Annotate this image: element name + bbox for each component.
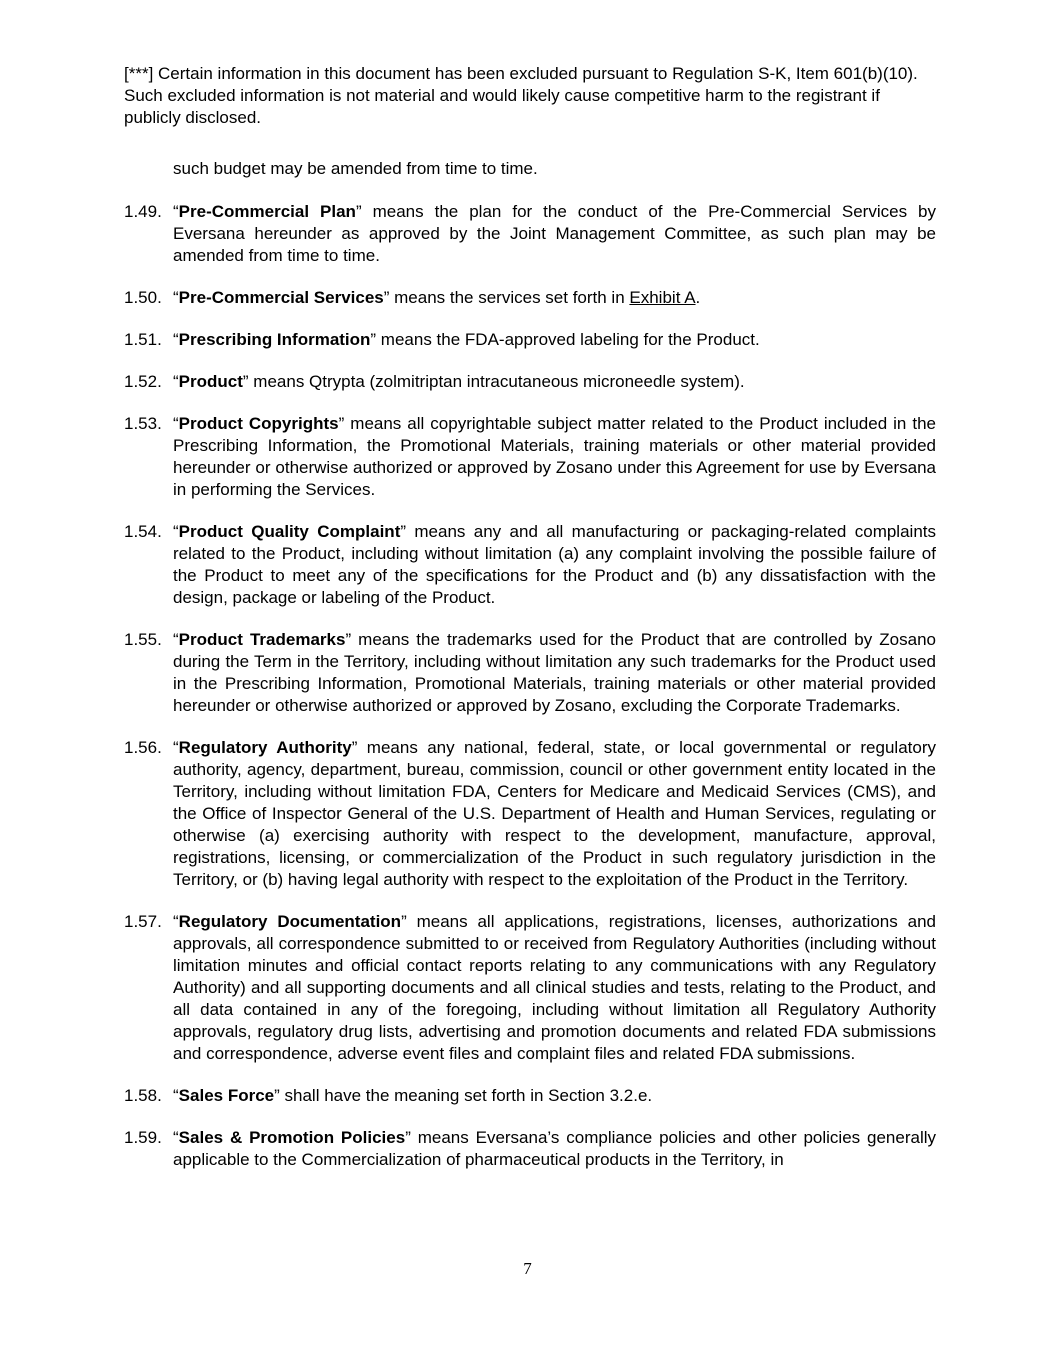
defined-term: Sales Force	[178, 1086, 275, 1105]
definition-text: ” means Qtrypta (zolmitriptan intracutaneous microneedle system).	[242, 372, 745, 391]
page-number: 7	[523, 1259, 532, 1278]
definition-number: 1.58.	[124, 1086, 162, 1105]
definition-body: “Sales Force” shall have the meaning set forth in Section 3.2.e.	[173, 1086, 653, 1105]
continuation-text: such budget may be amended from time to time.	[173, 159, 538, 178]
definition-number: 1.50.	[124, 288, 162, 307]
definition-item	[124, 329, 936, 351]
defined-term: Pre-Commercial Plan	[178, 202, 356, 221]
definition-text: ” means any and all manufacturing or packaging-related complaints related to the Product, including without limitation (a) any complaint involving the possible failure of the Product to meet any of the specifications for the Product and (b) any dissatisfaction with the design, package or labeling of the Product.	[173, 522, 936, 607]
definition-item	[124, 1127, 936, 1171]
definition-item	[124, 371, 936, 393]
definition-text-end: .	[695, 288, 701, 307]
definition-item	[124, 911, 936, 1065]
definition-number: 1.54.	[124, 522, 162, 541]
definition-item	[124, 201, 936, 267]
definition-text: ” means Eversana’s compliance policies and other policies generally applicable to the Commercialization of pharmaceutical products in the Territory, in	[173, 1128, 936, 1169]
defined-term: Prescribing Information	[178, 330, 371, 349]
defined-term: Product Copyrights	[178, 414, 339, 433]
definition-body: “Regulatory Documentation” means all applications, registrations, licenses, authorizations and approvals, all correspondence submitted to or received from Regulatory Authorities (including without limitation minutes and official contact reports relating to any communications with any Regulatory Authority) and all supporting documents and all clinical studies and tests, relating to the Product, and all data contained in any of the foregoing, including without limitation all Regulatory Authority approvals, regulatory drug lists, advertising and promotion documents and related FDA submissions and correspondence, adverse event files and complaint files and related FDA submissions.	[173, 912, 936, 1063]
defined-term: Product Trademarks	[178, 630, 346, 649]
exclusion-notice: [***] Certain information in this document has been excluded pursuant to Regulation S-K, Item 601(b)(10). Such excluded information is not material and would likely cause competitive harm to the registrant if publicly disclosed.	[124, 64, 918, 127]
definition-number: 1.52.	[124, 372, 162, 391]
definition-text: ” means all applications, registrations, licenses, authorizations and approvals, all correspondence submitted to or received from Regulatory Authorities (including without limitation minutes and official contact reports relating to any communications with any Regulatory Authority) and all supporting documents and all clinical studies and tests, relating to the Product, and all data contained in any of the foregoing, including without limitation all Regulatory Authority approvals, regulatory drug lists, advertising and promotion documents and related FDA submissions and correspondence, adverse event files and complaint files and related FDA submissions.	[173, 912, 936, 1063]
definition-body: “Sales & Promotion Policies” means Eversana’s compliance policies and other policies generally applicable to the Commercialization of pharmaceutical products in the Territory, in	[173, 1128, 936, 1169]
definition-body: “Regulatory Authority” means any national, federal, state, or local governmental or regulatory authority, agency, department, bureau, commission, council or other government entity located in the Territory, including without limitation FDA, Centers for Medicare and Medicaid Services (CMS), and the Office of Inspector General of the U.S. Department of Health and Human Services, regulating or otherwise (a) exercising authority with respect to the development, manufacture, approval, registrations, licensing, or commercialization of the Product in such regulatory jurisdiction in the Territory, or (b) having legal authority with respect to the exploitation of the Product in the Territory.	[173, 738, 936, 889]
definition-number: 1.49.	[124, 202, 162, 221]
definition-text: ” means the FDA-approved labeling for the Product.	[370, 330, 760, 349]
definition-number: 1.59.	[124, 1128, 162, 1147]
definition-item	[124, 521, 936, 609]
definition-text: ” means the trademarks used for the Product that are controlled by Zosano during the Term in the Territory, including without limitation any such trademarks for the Product used in the Prescribing Information, Promotional Materials, training materials or other material provided hereunder or otherwise authorized or approved by Zosano, excluding the Corporate Trademarks.	[173, 630, 936, 715]
definition-item	[124, 413, 936, 501]
definition-body: “Prescribing Information” means the FDA-approved labeling for the Product.	[173, 330, 760, 349]
definition-item	[124, 287, 936, 309]
definition-number: 1.56.	[124, 738, 162, 757]
definitions-list	[124, 201, 936, 1191]
definition-item	[124, 737, 936, 891]
definition-number: 1.57.	[124, 912, 162, 931]
definition-body: “Product Copyrights” means all copyrightable subject matter related to the Product included in the Prescribing Information, the Promotional Materials, training materials or other material provided hereunder or otherwise authorized or approved by Zosano under this Agreement for use by Eversana in performing the Services.	[173, 414, 936, 499]
exhibit-a-reference: Exhibit A	[629, 288, 696, 307]
definition-body: “Product” means Qtrypta (zolmitriptan intracutaneous microneedle system).	[173, 372, 745, 391]
defined-term: Pre-Commercial Services	[178, 288, 384, 307]
definition-text: ” shall have the meaning set forth in Section 3.2.e.	[274, 1086, 653, 1105]
defined-term: Sales & Promotion Policies	[178, 1128, 406, 1147]
definition-text: ” means the services set forth in	[383, 288, 630, 307]
definition-number: 1.53.	[124, 414, 162, 433]
definition-body: “Product Quality Complaint” means any and all manufacturing or packaging-related complaints related to the Product, including without limitation (a) any complaint involving the possible failure of the Product to meet any of the specifications for the Product and (b) any dissatisfaction with the design, package or labeling of the Product.	[173, 522, 936, 607]
defined-term: Product Quality Complaint	[178, 522, 401, 541]
definition-text: ” means all copyrightable subject matter related to the Product included in the Prescribing Information, the Promotional Materials, training materials or other material provided hereunder or otherwise authorized or approved by Zosano under this Agreement for use by Eversana in performing the Services.	[173, 414, 936, 499]
definition-text: ” means any national, federal, state, or local governmental or regulatory authority, agency, department, bureau, commission, council or other government entity located in the Territory, including without limitation FDA, Centers for Medicare and Medicaid Services (CMS), and the Office of Inspector General of the U.S. Department of Health and Human Services, regulating or otherwise (a) exercising authority with respect to the development, manufacture, approval, registrations, licensing, or commercialization of the Product in such regulatory jurisdiction in the Territory, or (b) having legal authority with respect to the exploitation of the Product in the Territory.	[173, 738, 936, 889]
definition-body: “Product Trademarks” means the trademarks used for the Product that are controlled by Zosano during the Term in the Territory, including without limitation any such trademarks for the Product used in the Prescribing Information, Promotional Materials, training materials or other material provided hereunder or otherwise authorized or approved by Zosano, excluding the Corporate Trademarks.	[173, 630, 936, 715]
defined-term: Regulatory Documentation	[178, 912, 402, 931]
definition-text: ” means the plan for the conduct of the Pre-Commercial Services by Eversana hereunder as approved by the Joint Management Committee, as such plan may be amended from time to time.	[173, 202, 937, 265]
definition-item	[124, 629, 936, 717]
definition-item	[124, 1085, 936, 1107]
definition-body: “Pre-Commercial Services” means the services set forth in Exhibit A.	[173, 288, 701, 307]
defined-term: Product	[178, 372, 243, 391]
definition-body: “Pre-Commercial Plan” means the plan for the conduct of the Pre-Commercial Services by Eversana hereunder as approved by the Joint Management Committee, as such plan may be amended from time to time.	[173, 202, 937, 265]
definition-number: 1.55.	[124, 630, 162, 649]
definition-number: 1.51.	[124, 330, 162, 349]
defined-term: Regulatory Authority	[178, 738, 352, 757]
